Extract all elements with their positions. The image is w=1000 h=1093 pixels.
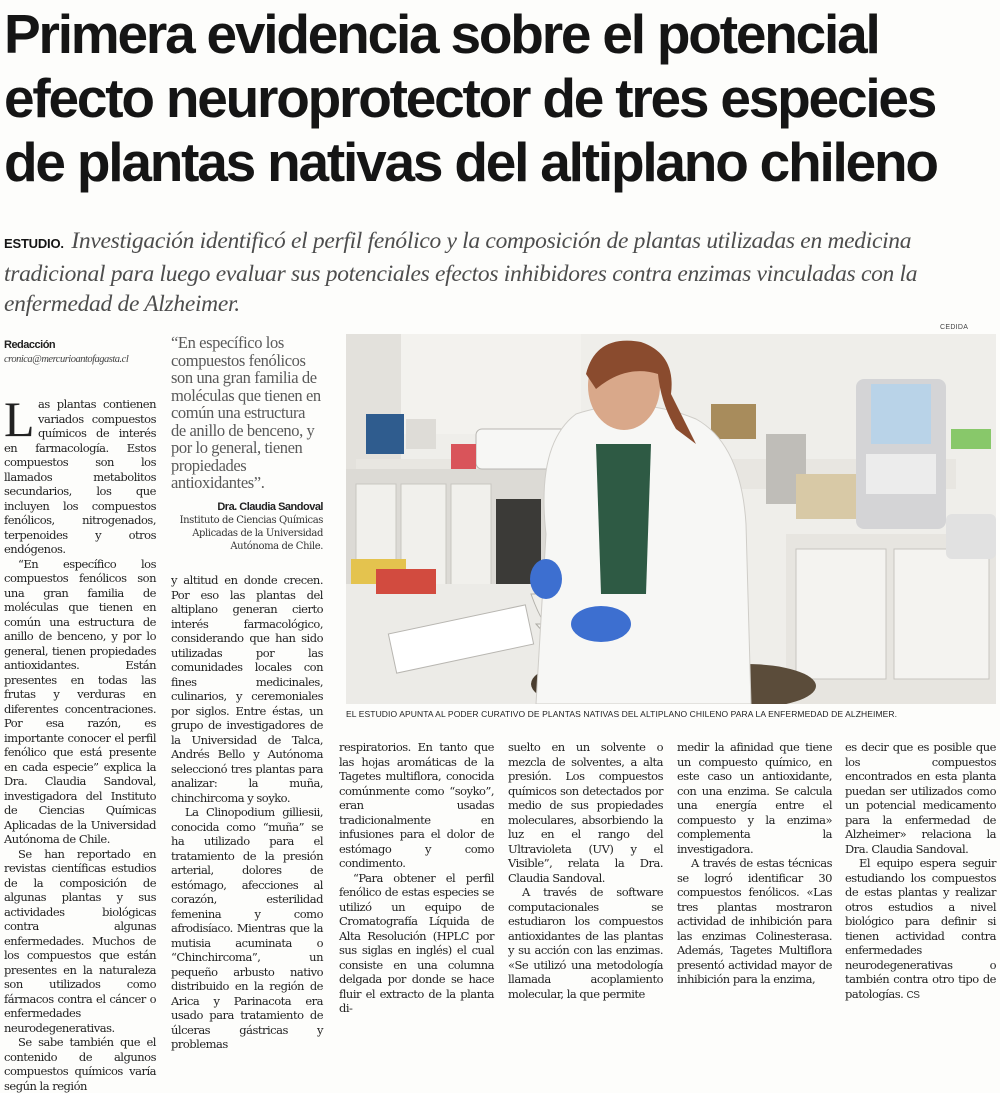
paragraph: respiratorios. En tanto que las hojas aromáticas de la Tagetes multiflora, conocida comúnmente como “soyko”, eran usadas tradicionalmente en infusiones para el dolor de estómago y como condimento. [339, 740, 494, 870]
paragraph: “Para obtener el perfil fenólico de estas especies se utilizó un equipo de Cromatografía Líquida de Alta Resolución (HPLC por sus siglas en inglés) el cual consiste en una columna delgada por donde se hace fluir el extracto de la planta di- [339, 870, 494, 1015]
paragraph: medir la afinidad que tiene un compuesto químico, en este caso un antioxidante, con una enzima. Se calcula una energía entre el compuesto y la enzima» complementa la investigadora. [677, 740, 832, 856]
drop-cap: L [4, 391, 35, 447]
byline-email: cronica@mercurioantofagasta.cl [4, 353, 129, 365]
lab-photo [346, 334, 996, 704]
end-mark: CS [906, 989, 920, 1001]
paragraph: El equipo espera seguir estudiando los compuestos de estas plantas y realizar otros estudios a nivel biológico para definir si tienen actividad contra enfermedades neurodegenerativas o también contra otro tipo de patologías. CS [845, 856, 996, 1001]
headline [4, 2, 996, 194]
paragraph: La Clinopodium gilliesii, conocida como “muña” se ha utilizado para el tratamiento de la presión arterial, dolores de estómago, afecciones al corazón, esterilidad femenina y como afrodisíaco. Mientras que la mutisia acuminata o “Chinchircoma”, un pequeño arbusto nativo distribuido en la región de Arica y Parinacota era usado para tratamiento de úlceras gástricas y problemas [171, 805, 323, 1051]
column-4 [508, 740, 663, 1001]
pullquote [171, 334, 323, 553]
section-kicker: ESTUDIO. [4, 236, 64, 251]
lead-text: Investigación identificó el perfil fenólico y la composición de plantas utilizadas en medicina tradicional para luego evaluar sus potenciales efectos inhibidores contra enzimas vinculadas con la enfermedad de Alzheimer. [4, 228, 918, 317]
paragraph: Se han reportado en revistas científicas estudios de la composición de algunas plantas y sus actividades biológicas contra algunas enfermedades. Muchos de los compuestos que están presentes en la naturaleza son utilizados como fármacos contra el cáncer o enfermedades neurodegenerativas. [4, 846, 156, 1035]
column-6 [845, 740, 996, 1003]
column-3 [339, 740, 494, 1016]
headline-line: de plantas nativas del altiplano chileno [4, 131, 937, 193]
paragraph: Se sabe también que el contenido de algunos compuestos químicos varía según la región [4, 1035, 156, 1093]
photo-credit: CEDIDA [940, 324, 969, 331]
lead-paragraph [4, 226, 996, 319]
headline-line: efecto neuroprotector de tres especies [4, 67, 936, 129]
paragraph: A través de estas técnicas se logró identificar 30 compuestos fenólicos. «Las tres plantas mostraron actividad de inhibición para las enzimas Colinesterasa. Además, Tagetes Multiflora presentó actividad mayor de inhibición para la enzima, [677, 856, 832, 986]
pullquote-text: “En específico los compuestos fenólicos son una gran familia de moléculas que tienen en común una estructura de anillo de benceno, y por lo general, tienen propiedades antioxidantes”. [171, 333, 321, 492]
paragraph: A través de software computacionales se estudiaron los compuestos antioxidantes de las plantas y su acción con las enzimas. «Se utilizó una metodología llamada acoplamiento molecular, la que permite [508, 885, 663, 1001]
column-5 [677, 740, 832, 987]
byline-author: Redacción [4, 339, 56, 351]
lab-photo-illustration [346, 334, 996, 704]
paragraph: es decir que es posible que los compuestos encontrados en esta planta puedan ser utilizados como un potencial medicamento para la enfermedad de Alzheimer» relaciona la Dra. Claudia Sandoval. [845, 740, 996, 856]
pullquote-role: Instituto de Ciencias Químicas Aplicadas de la Universidad Autónoma de Chile. [179, 515, 323, 552]
paragraph: y altitud en donde crecen. Por eso las plantas del altiplano generan cierto interés farmacológico, considerando que han sido utilizadas por las comunidades locales con fines medicinales, culinarios, y ceremoniales por siglos. Entre éstas, un grupo de investigadores de la Universidad de Talca, Andrés Bello y Autónoma seleccionó tres plantas para analizar: la muña, chinchircoma y soyko. [171, 573, 323, 805]
paragraph: suelto en un solvente o mezcla de solventes, a alta presión. Los compuestos químicos son detectados por medio de sus propiedades moleculares, absorbiendo la luz en el rango del Ultravioleta (UV) y el Visible”, relata la Dra. Claudia Sandoval. [508, 740, 663, 885]
photo-caption: EL ESTUDIO APUNTA AL PODER CURATIVO DE PLANTAS NATIVAS DEL ALTIPLANO CHILENO PARA LA ENFERMEDAD DE ALZHEIMER. [346, 709, 898, 719]
paragraph: Las plantas contienen variados compuestos químicos de interés en farmacología. Estos compuestos son los llamados metabolitos secundarios, los que incluyen los compuestos fenólicos, nitrogenados, terpenoides y otros endógenos. [4, 391, 156, 556]
column-1 [4, 338, 156, 1093]
headline-line: Primera evidencia sobre el potencial [4, 3, 879, 65]
pullquote-author: Dra. Claudia Sandoval [217, 500, 323, 513]
paragraph: “En específico los compuestos fenólicos son una gran familia de moléculas que tienen en común una estructura de anillo de benceno, y por lo general, tienen propiedades antioxidantes. Están presentes en todas las frutas y verduras en diferentes concentraciones. Por esa razón, es importante conocer el perfil fenólico que está presente en cada especie” explica la Dra. Claudia Sandoval, investigadora del Instituto de Ciencias Químicas Aplicadas de la Universidad Autónoma de Chile. [4, 556, 156, 846]
column-2 [171, 573, 323, 1052]
